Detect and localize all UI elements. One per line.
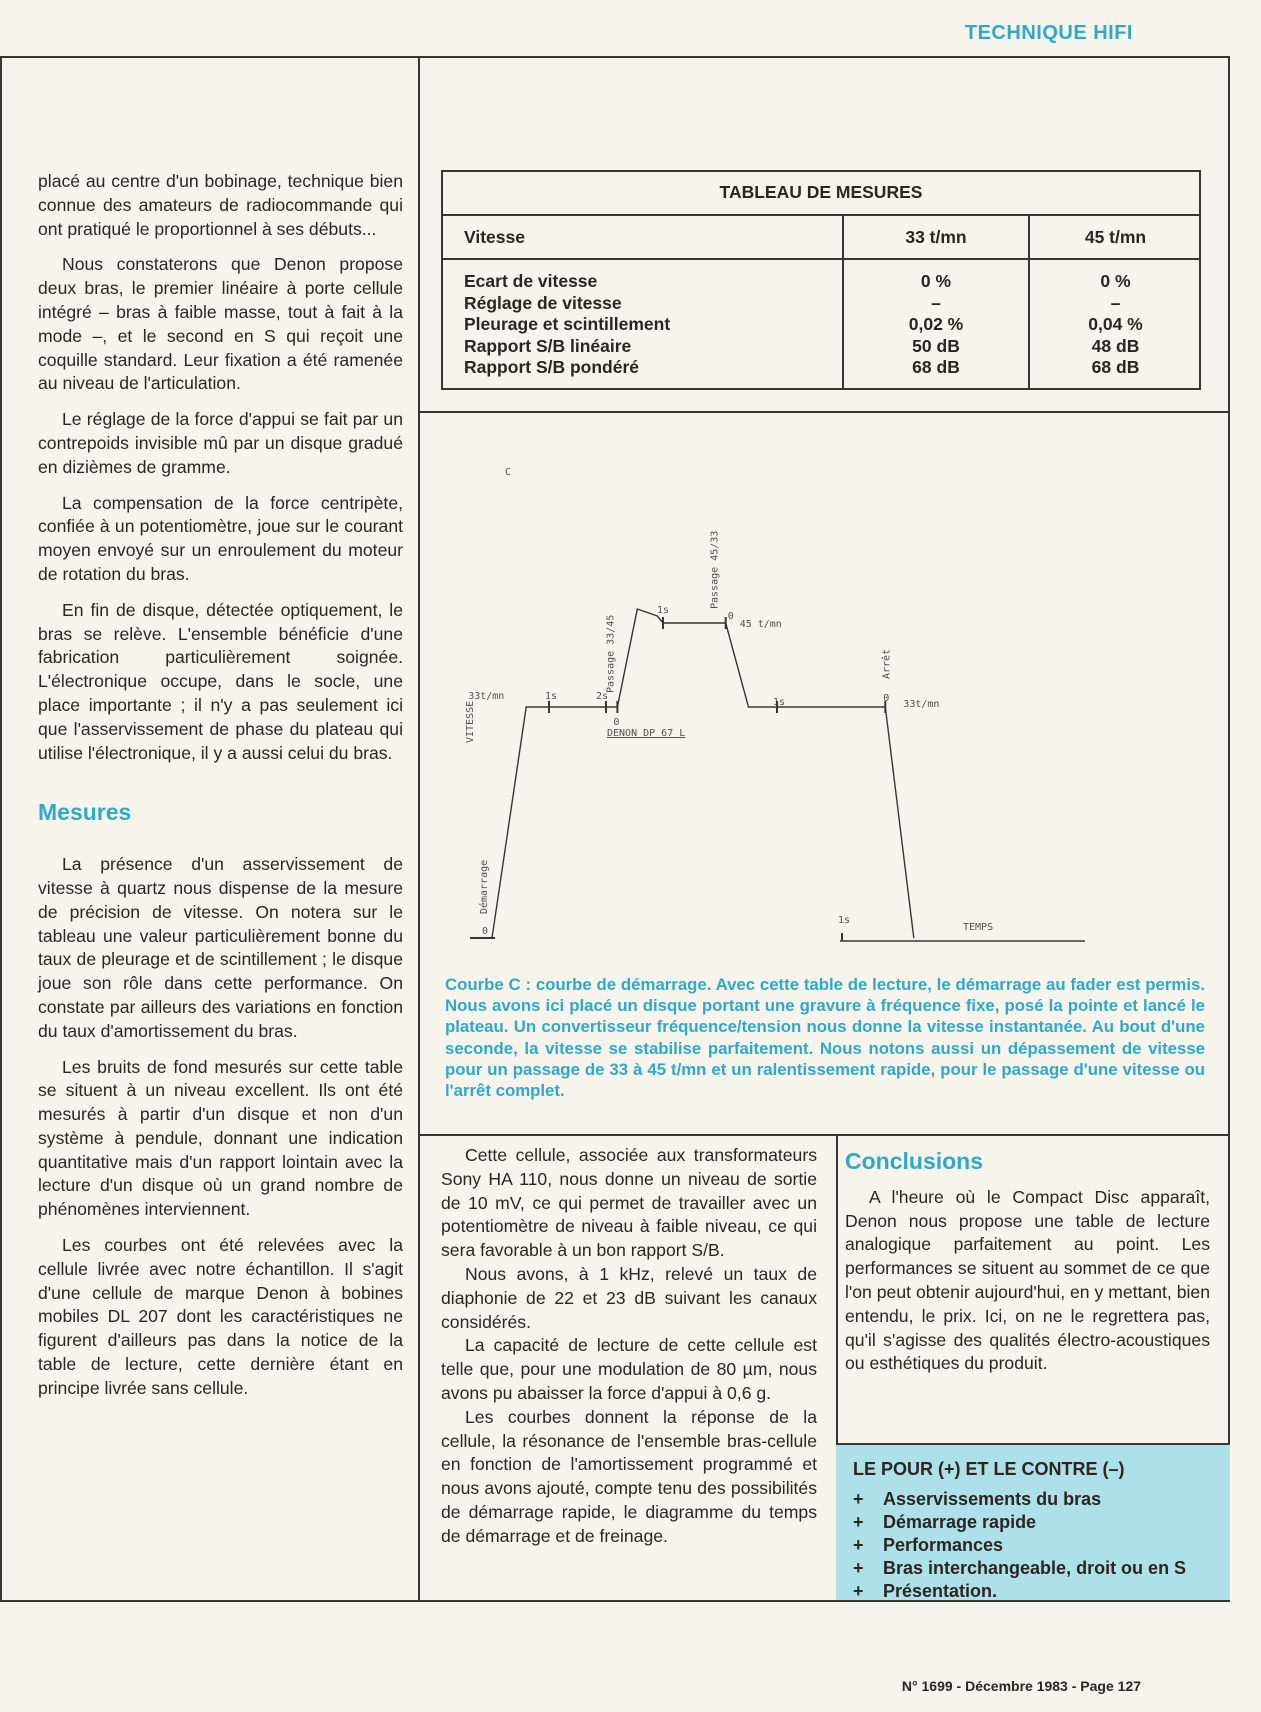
list-item-text: Asservissements du bras [883,1489,1102,1509]
table-header-cell: 45 t/mn [1084,227,1147,247]
middle-column [441,1144,817,1549]
list-item [853,1580,1212,1603]
annotation-speed-33: 33t/mn [468,691,505,702]
table-cell: Rapport S/B pondéré [464,357,640,377]
time-scale-label: 1s [838,915,851,926]
table-cell: 68 dB [912,357,960,377]
table-header-cell: 33 t/mn [905,227,967,247]
curve-label: C [505,467,512,478]
paragraph: Nous constaterons que Denon propose deux bras, le premier linéaire à porte cellule intégré – bras à faible masse, tout à fait à la mode –, et le second en S qui reçoit une coquille standard. Leur fixation a été ramenée au niveau de l'articulation. [38,254,403,394]
annotation-arret: Arrêt [881,648,893,679]
conclusions-heading: Conclusions [845,1148,984,1174]
list-item-text: Performances [883,1535,1004,1555]
pros-cons-title: LE POUR (+) ET LE CONTRE (–) [853,1459,1125,1479]
pros-cons-box [836,1443,1230,1600]
annotation-zero: 0 [727,611,734,622]
annotation-zero: 0 [613,717,620,728]
annotation-speed-33: 33t/mn [903,699,940,710]
list-item-text: Démarrage rapide [883,1512,1037,1532]
frame-border-right [1228,56,1230,1601]
paragraph: La capacité de lecture de cette cellule est telle que, pour une modulation de 80 µm, nous avons pu abaisser la force d'appui à 0,6 g. [441,1335,817,1403]
page-footer: N° 1699 - Décembre 1983 - Page 127 [901,1678,1141,1694]
annotation-tick-1s: 1s [545,691,558,702]
annotation-zero: 0 [883,693,890,704]
annotation-tick-2s: 2s [596,691,609,702]
table-column-33 [844,271,1028,379]
chart-caption: Courbe C : courbe de démarrage. Avec cette table de lecture, le démarrage au fader est permis. Nous avons ici placé un disque portant une gravure à fréquence fixe, posé la pointe et lancé le plateau. Un convertisseur fréquence/tension nous donne la vitesse instantanée. Au bout d'une seconde, la vitesse se stabilise parfaitement. Nous notons aussi un dépassement de vitesse pour un passage de 33 à 45 t/mn et un ralentissement rapide, pour le passage d'une vitesse ou l'arrêt complet. [445,975,1205,1101]
frame-border-left [0,56,2,1601]
table-cell: Rapport S/B linéaire [464,335,632,356]
annotation-tick-1s: 1s [657,605,670,616]
paragraph: Les courbes ont été relevées avec la cellule livrée avec notre échantillon. Il s'agit d'une cellule de marque Denon à bobines mobiles DL 207 dont les caractéristiques ne figurent d'ailleurs pas dans la notice de la table de lecture, cette dernière étant en principe livrée sans cellule. [38,1235,403,1398]
list-item-text: Bras interchangeable, droit ou en S [883,1558,1187,1578]
chart-title: DENON DP 67 L [607,728,686,739]
table-cell: 0,02 % [908,314,964,334]
speed-curve-chart [420,413,1228,968]
list-item [853,1557,1212,1580]
paragraph: placé au centre d'un bobinage, technique bien connue des amateurs de radiocommande qui ont pratiqué le proportionnel à ses débuts... [38,171,403,239]
paragraph: La présence d'un asservissement de vitesse à quartz nous dispense de la mesure de précision de vitesse. On notera sur le tableau une valeur particulièrement bonne du taux de pleurage et de scintillement ; le disque joue son rôle dans cette performance. On constate par ailleurs des variations en fonction du taux d'amortissement du bras. [38,854,403,1041]
paragraph: Nous avons, à 1 kHz, relevé un taux de diaphonie de 22 et 23 dB suivant les canaux considérés. [441,1263,817,1332]
list-item [853,1511,1212,1534]
paragraph: Le réglage de la force d'appui se fait par un contrepoids invisible mû par un disque gradué en dizièmes de gramme. [38,409,403,477]
table-cell: 0 % [1100,271,1131,291]
list-item [853,1488,1212,1511]
plus-icon: + [853,1512,864,1532]
table-cell: Ecart de vitesse [464,271,598,291]
annotation-demarrage: Démarrage [478,859,490,914]
divider-line [418,1134,1230,1136]
plus-icon: + [853,1581,864,1601]
table-cell: Pleurage et scintillement [464,314,671,334]
annotation-speed-45: 45 t/mn [739,619,782,630]
table-column-45 [1030,271,1201,379]
section-header-title: TECHNIQUE HIFI [964,22,1133,44]
table-cell: 0 % [920,271,952,291]
table-cell: – [1110,292,1121,313]
list-item-text: Présentation. [883,1581,998,1601]
list-item [853,1534,1212,1557]
table-cell: 0,04 % [1088,314,1143,334]
table-title: TABLEAU DE MESURES [441,170,1201,216]
paragraph: A l'heure où le Compact Disc apparaît, Denon nous propose une table de lecture analogique parfaitement au point. Les performances se situent au sommet de ce que l'on peut obtenir aujourd'hui, en y mettant, bien entendu, le prix. Ici, on ne le regrettera pas, qu'il s'agisse des qualités électro-acoustiques ou esthétiques du produit. [845,1186,1210,1374]
x-axis-label: TEMPS [963,922,994,933]
paragraph: Les courbes donnent la réponse de la cellule, la résonance de l'ensemble bras-cellule en fonction de l'amortissement programmé et nous avons ajouté, compte tenu des possibilités de démarrage rapide, le diagramme du temps de démarrage et de freinage. [441,1406,817,1546]
table-header-cell: Vitesse [464,227,525,247]
plus-icon: + [853,1535,864,1555]
table-cell: 68 dB [1091,357,1140,377]
conclusions-section [845,1150,1210,1376]
table-cell: 48 dB [1091,335,1140,356]
paragraph: Cette cellule, associée aux transformateurs Sony HA 110, nous donne un niveau de sortie de 10 mV, ce qui permet de travailler avec un potentiomètre de niveau à faible niveau, ce qui sera favorable à un bon rapport S/B. [441,1145,817,1261]
annotation-zero: 0 [482,926,489,937]
annotation-passage-45-33: Passage 45/33 [709,530,721,609]
table-row-labels [464,271,670,379]
annotation-tick-1s: 1s [773,697,786,708]
speed-curve-line [492,609,914,938]
annotation-passage-33-45: Passage 33/45 [605,614,617,693]
plus-icon: + [853,1489,864,1509]
table-cell: Réglage de vitesse [464,292,622,313]
y-axis-label: VITESSE [465,700,476,743]
paragraph: La compensation de la force centripète, confiée à un potentiomètre, joue sur le courant moyen envoyé sur un enroulement du moteur de rotation du bras. [38,492,403,584]
paragraph: En fin de disque, détectée optiquement, le bras se relève. L'ensemble bénéficie d'une fabrication particulièrement soignée. L'électronique occupe, dans le socle, une place importante ; il n'y a pas seulement ici que l'asservissement de phase du plateau qui utilise l'électronique, il y a aussi celui du bras. [38,599,403,763]
mesures-heading: Mesures [38,799,132,826]
frame-border-top [0,56,1230,58]
left-column [38,170,403,1413]
plus-icon: + [853,1558,864,1578]
table-cell: 50 dB [912,335,960,356]
table-cell: – [931,292,941,313]
paragraph: Les bruits de fond mesurés sur cette table se situent à un niveau excellent. Ils ont été mesurés à partir d'un disque et non d'un système à pendule, donnant une indication quantitative mais d'un rapport lointain avec la lecture d'un disque où un grand nombre de phénomènes interviennent. [38,1056,403,1220]
